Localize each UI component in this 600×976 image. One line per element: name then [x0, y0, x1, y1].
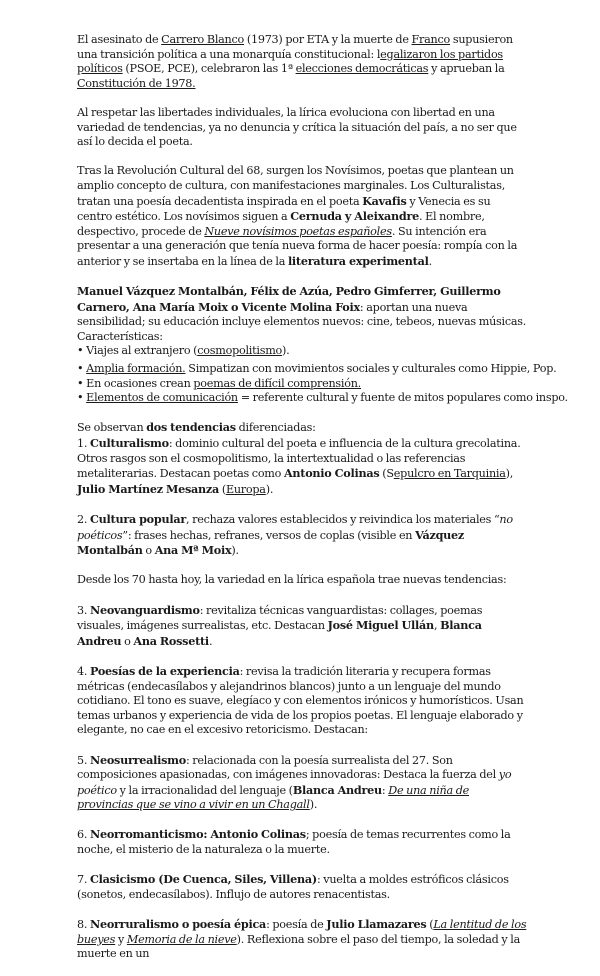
text: Al respetar las libertades individuales, la lírica evoluciona con libertad en una variedad de tendencias, ya no denuncia y crítica la situación del país, a no ser que así lo decida el poeta. — [77, 105, 517, 149]
document-page — [77, 33, 568, 976]
bold-text: Neorromanticismo: Antonio Colinas — [89, 827, 306, 842]
paragraph-experiencia — [77, 664, 527, 738]
bold-text: Kavafis — [362, 193, 407, 208]
text: : revitaliza técnicas vanguardistas: collages, poemas visuales, imágenes surrealistas, etc. Destacan — [77, 603, 483, 633]
bold-text: Poesías de la experiencia — [89, 663, 240, 678]
paragraph-neosurrealismo — [77, 753, 527, 813]
book-title: La lentitud de los bueyes — [77, 918, 527, 946]
book-title: Nueve novísimos poetas españoles — [204, 224, 392, 238]
italic-text: no poéticos — [77, 513, 513, 542]
text: : — [381, 783, 389, 797]
underlined-text: egalizaron los partidos políticos — [77, 47, 503, 76]
text: El asesinato de — [77, 33, 162, 46]
text: , rechaza valores establecidos y reivindica los materiales “ — [186, 513, 500, 526]
text: . El nombre, despectivo, procede de — [77, 210, 485, 238]
bold-text: Clasicismo (De Cuenca, Siles, Villena) — [89, 872, 317, 887]
text: Simpatizan con movimientos sociales y culturales como Hippie, Pop. — [185, 362, 557, 376]
bold-text: José Miguel Ullán — [327, 618, 434, 633]
list-number: 2. — [77, 513, 90, 526]
bullet-icon: • — [77, 391, 87, 405]
list-number: 5. — [77, 753, 90, 767]
list-number: 8. — [77, 918, 90, 932]
text: Tras la Revolución Cultural del 68, surgen los Novísimos, poetas que plantean un amplio concepto de cultura, con manifestaciones marginales. Los Culturalistas, tratan una poesía decadentista inspirada en el poeta — [77, 164, 514, 208]
bold-text: Antonio Colinas — [283, 466, 380, 481]
bold-text: Julio Martínez Mesanza — [77, 481, 220, 496]
book-title: Memoria de la nieve — [126, 932, 237, 946]
underlined-text: epulcro en Tarquinia — [393, 467, 506, 481]
text: ), — [505, 467, 514, 481]
underlined-text: Constitución de 1978. — [77, 76, 196, 90]
list-item — [77, 344, 527, 359]
bold-text: literatura experimental — [287, 253, 429, 268]
bold-text: Culturalismo — [89, 436, 169, 451]
paragraph-autores — [77, 284, 527, 344]
list-number: 1. — [77, 437, 90, 451]
list-item — [77, 362, 557, 377]
text: : vuelta a moldes estróficos clásicos (sonetos, endecasílabos). Influjo de autores renacentistas. — [77, 873, 509, 901]
bold-text: Blanca Andreu — [292, 782, 382, 797]
bold-text: Ana Mª Moix — [154, 543, 232, 558]
bold-text: dos tendencias — [146, 420, 236, 435]
text: o — [121, 634, 134, 648]
text: y — [115, 932, 127, 946]
text: En ocasiones crean — [86, 376, 194, 390]
book-title: De una niña de provincias que se vino a vivir en un Chagall — [77, 783, 469, 812]
bullet-icon: • — [77, 376, 87, 390]
text: : poesía de — [266, 918, 327, 932]
paragraph-neorromanticismo — [77, 827, 527, 857]
paragraph-libertades — [77, 106, 527, 150]
text: . Su intención era presentar a una generación que tenía nueva forma de hacer poesía: rompía con la anterior y se insertaba en la línea de la — [77, 224, 518, 268]
text: . — [208, 634, 213, 648]
text: : relacionada con la poesía surrealista del 27. Son composiciones apasionadas, con imágenes innovadoras: Destaca la fuerza del — [77, 753, 499, 782]
bold-text: Blanca Andreu — [77, 618, 482, 648]
bold-text: Ana Rossetti — [133, 633, 209, 648]
underlined-text: Europa — [225, 482, 266, 496]
underlined-text: Franco — [411, 33, 451, 46]
paragraph-cultura-popular — [77, 512, 527, 559]
text: o — [142, 544, 155, 558]
text: (PSOE, PCE), celebraron las 1ª — [122, 62, 296, 76]
text: y la irracionalidad del lenguaje ( — [116, 783, 293, 797]
text: Viajes al extranjero ( — [86, 344, 198, 358]
underlined-text: Amplia formación. — [86, 362, 186, 376]
bullet-icon: • — [77, 362, 87, 376]
list-number: 6. — [77, 828, 90, 842]
text: ”: frases hechas, refranes, versos de coplas (visible en — [122, 528, 416, 542]
text: Se observan — [77, 421, 147, 435]
bold-text: Neorruralismo o poesía épica — [89, 917, 267, 932]
text: ( — [426, 918, 434, 932]
text: ). — [231, 544, 239, 558]
text: diferenciadas: — [235, 421, 316, 435]
underlined-text: elecciones democráticas — [295, 62, 429, 76]
text: (S — [379, 467, 394, 481]
bullet-icon: • — [77, 344, 87, 358]
text: y aprueban la — [428, 62, 505, 76]
list-number: 3. — [77, 603, 90, 617]
list-number: 7. — [77, 873, 90, 887]
text: y Venecia es su centro estético. Los novísimos siguen a — [77, 194, 491, 224]
italic-text: yo poético — [77, 768, 512, 797]
text: supusieron una transición política a una monarquía constitucional: l — [77, 33, 513, 61]
text: : revisa la tradición literaria y recupera formas métricas (endecasílabos y alejandrinos blancos) junto a un lenguaje del mundo cotidiano. El tono es suave, elegíaco y con elementos irónicos y humorísticos. Usan temas urbanos y experiencia de vida de los propios poetas. El lenguaje elaborado y elegante, no cae en el excesivo retoricismo. Destacan: — [77, 664, 524, 737]
bold-text: Cernuda y Aleixandre — [290, 209, 419, 224]
characteristics-list — [77, 344, 568, 405]
text: ( — [219, 482, 226, 496]
text: ). — [309, 798, 318, 812]
underlined-text: Carrero Blanco — [161, 33, 245, 46]
bold-text: Julio Llamazares — [326, 917, 427, 932]
text: : aportan una nueva sensibilidad; su educación incluye elementos nuevos: cine, tebeos, nuevas músicas. Características: — [77, 300, 527, 343]
text: ). — [282, 344, 290, 358]
text: ; poesía de temas recurrentes como la noche, el misterio de la naturaleza o la muerte. — [77, 828, 511, 857]
list-item — [77, 377, 527, 392]
paragraph-neorruralismo — [77, 917, 527, 962]
bold-text: Vázquez Montalbán — [77, 527, 465, 558]
text: . — [428, 254, 432, 268]
bold-text: Neosurrealismo — [89, 752, 186, 767]
underlined-text: Elementos de comunicación — [86, 391, 238, 405]
text: = referente cultural y fuente de mitos populares como inspo. — [237, 391, 568, 405]
paragraph-neovanguardismo — [77, 603, 527, 650]
text: ). — [265, 482, 274, 496]
paragraph-transition — [77, 33, 527, 91]
bold-text: Cultura popular — [89, 512, 186, 526]
text: , — [433, 619, 441, 633]
underlined-text: poemas de difícil comprensión. — [193, 376, 361, 390]
paragraph-dos-tendencias — [77, 420, 527, 497]
bold-text: Neovanguardismo — [89, 602, 200, 617]
text: (1973) por ETA y la muerte de — [244, 33, 412, 46]
underlined-text: cosmopolitismo — [197, 344, 283, 358]
list-number: 4. — [77, 664, 90, 678]
paragraph-desde-los-70 — [77, 573, 527, 588]
paragraph-novisimos — [77, 164, 527, 269]
bold-text: Manuel Vázquez Montalbán, Félix de Azúa, Pedro Gimferrer, Guillermo Carnero, Ana María Moix o Vicente Molina Foix — [77, 284, 501, 314]
text: Desde los 70 hasta hoy, la variedad en la lírica española trae nuevas tendencias: — [77, 573, 507, 587]
text: : dominio cultural del poeta e influencia de la cultura grecolatina. Otros rasgos son el cosmopolitismo, la intertextualidad o las referencias metaliterarias. Destacan poetas como — [77, 437, 521, 481]
text: ). Reflexiona sobre el paso del tiempo, la soledad y la muerte en un — [77, 932, 521, 961]
list-item — [77, 391, 568, 406]
paragraph-clasicismo — [77, 872, 527, 902]
